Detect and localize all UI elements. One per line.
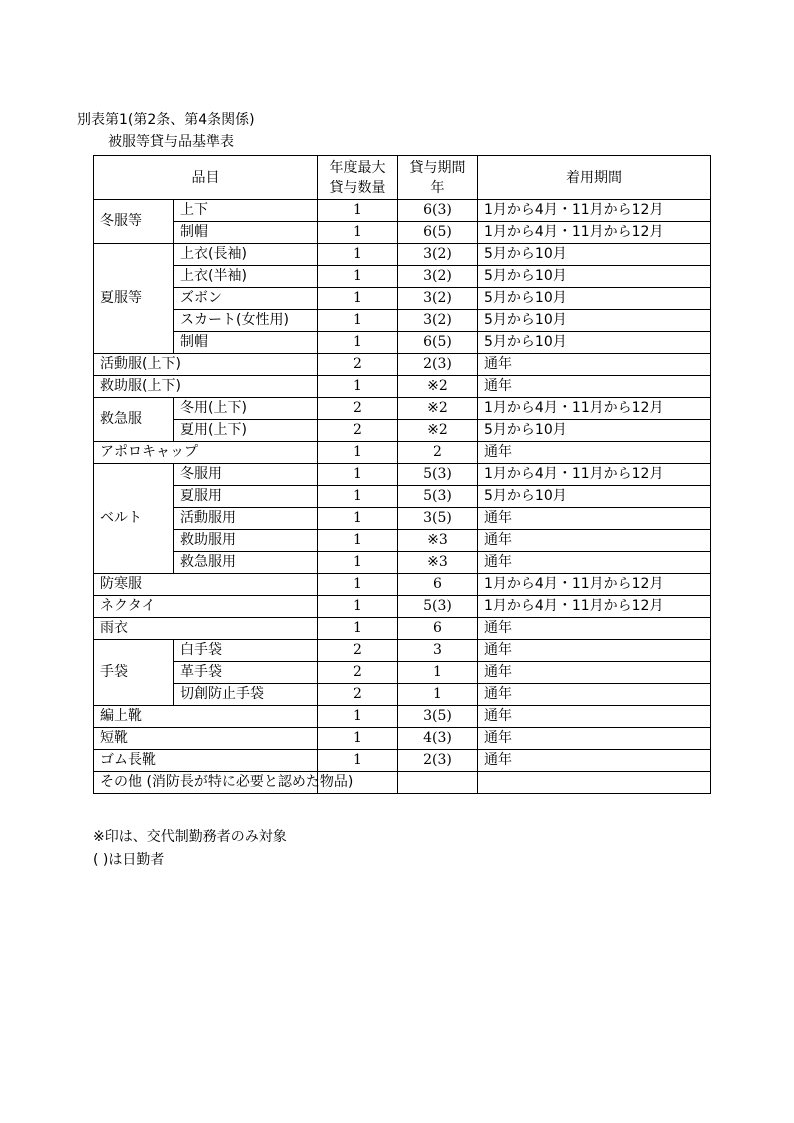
loan-period-cell xyxy=(398,772,478,794)
wear-period-cell: 5月から10月 xyxy=(478,310,711,332)
wear-period-cell: 1月から4月・11月から12月 xyxy=(478,596,711,618)
loan-period-cell: 2(3) xyxy=(398,354,478,376)
header-loan-period xyxy=(398,156,478,200)
table-row xyxy=(94,332,711,354)
category-cell: 手袋 xyxy=(94,640,174,706)
quantity-cell: 1 xyxy=(318,618,398,640)
subitem-cell: スカート(女性用) xyxy=(174,310,318,332)
wear-period-cell: 通年 xyxy=(478,728,711,750)
wear-period-cell: 1月から4月・11月から12月 xyxy=(478,200,711,222)
header-item: 品目 xyxy=(94,156,318,200)
loan-period-cell: 1 xyxy=(398,684,478,706)
table-row xyxy=(94,530,711,552)
loan-period-cell: 5(3) xyxy=(398,464,478,486)
wear-period-cell: 5月から10月 xyxy=(478,486,711,508)
table-row xyxy=(94,200,711,222)
subitem-cell: 救急服用 xyxy=(174,552,318,574)
note-asterisk: ※印は、交代制勤務者のみ対象 xyxy=(93,829,287,845)
loan-period-cell: 6(3) xyxy=(398,200,478,222)
quantity-cell: 1 xyxy=(318,552,398,574)
wear-period-cell: 通年 xyxy=(478,508,711,530)
table-row xyxy=(94,640,711,662)
loan-period-cell: ※2 xyxy=(398,420,478,442)
quantity-cell: 1 xyxy=(318,332,398,354)
wear-period-cell: 1月から4月・11月から12月 xyxy=(478,464,711,486)
table-row xyxy=(94,376,711,398)
subitem-cell: 制帽 xyxy=(174,332,318,354)
table-row xyxy=(94,420,711,442)
quantity-cell: 1 xyxy=(318,574,398,596)
quantity-cell: 1 xyxy=(318,530,398,552)
quantity-cell: 1 xyxy=(318,706,398,728)
wear-period-cell: 5月から10月 xyxy=(478,266,711,288)
category-cell: ベルト xyxy=(94,464,174,574)
loan-period-cell: 3 xyxy=(398,640,478,662)
subitem-cell: 夏服用 xyxy=(174,486,318,508)
quantity-cell: 2 xyxy=(318,398,398,420)
item-cell: アポロキャップ xyxy=(94,442,318,464)
table-row xyxy=(94,596,711,618)
wear-period-cell: 5月から10月 xyxy=(478,332,711,354)
item-cell: 活動服(上下) xyxy=(94,354,318,376)
quantity-cell: 1 xyxy=(318,728,398,750)
quantity-cell: 1 xyxy=(318,222,398,244)
table-row xyxy=(94,772,711,794)
table-row xyxy=(94,464,711,486)
wear-period-cell: 通年 xyxy=(478,442,711,464)
quantity-cell: 1 xyxy=(318,486,398,508)
item-cell: その他 (消防長が特に必要と認めた物品) xyxy=(94,772,318,794)
header-max-quantity-line2: 貸与数量 xyxy=(329,179,386,196)
table-row xyxy=(94,662,711,684)
item-cell: 短靴 xyxy=(94,728,318,750)
item-cell: ネクタイ xyxy=(94,596,318,618)
subitem-cell: 白手袋 xyxy=(174,640,318,662)
wear-period-cell: 1月から4月・11月から12月 xyxy=(478,574,711,596)
wear-period-cell: 1月から4月・11月から12月 xyxy=(478,222,711,244)
wear-period-cell: 通年 xyxy=(478,750,711,772)
quantity-cell: 1 xyxy=(318,750,398,772)
table-row xyxy=(94,354,711,376)
wear-period-cell: 通年 xyxy=(478,376,711,398)
category-cell: 夏服等 xyxy=(94,244,174,354)
subitem-cell: 活動服用 xyxy=(174,508,318,530)
wear-period-cell: 通年 xyxy=(478,684,711,706)
quantity-cell: 2 xyxy=(318,684,398,706)
wear-period-cell: 通年 xyxy=(478,640,711,662)
quantity-cell: 1 xyxy=(318,310,398,332)
header-loan-period-line2: 年 xyxy=(430,179,445,196)
loan-period-cell: 6 xyxy=(398,618,478,640)
table-row xyxy=(94,552,711,574)
table-row xyxy=(94,618,711,640)
wear-period-cell: 通年 xyxy=(478,354,711,376)
loan-period-cell: 5(3) xyxy=(398,486,478,508)
quantity-cell: 1 xyxy=(318,288,398,310)
table-row xyxy=(94,728,711,750)
quantity-cell: 1 xyxy=(318,464,398,486)
header-max-quantity-line1: 年度最大 xyxy=(329,159,386,176)
item-cell: 編上靴 xyxy=(94,706,318,728)
quantity-cell: 2 xyxy=(318,662,398,684)
loan-period-cell: ※2 xyxy=(398,376,478,398)
subitem-cell: ズボン xyxy=(174,288,318,310)
subitem-cell: 制帽 xyxy=(174,222,318,244)
subitem-cell: 救助服用 xyxy=(174,530,318,552)
table-row xyxy=(94,310,711,332)
table-row xyxy=(94,574,711,596)
table-row xyxy=(94,288,711,310)
quantity-cell: 1 xyxy=(318,596,398,618)
loan-period-cell: 3(2) xyxy=(398,288,478,310)
loan-period-cell: 6(5) xyxy=(398,332,478,354)
loan-period-cell: 6 xyxy=(398,574,478,596)
subitem-cell: 切創防止手袋 xyxy=(174,684,318,706)
table-row xyxy=(94,442,711,464)
wear-period-cell xyxy=(478,772,711,794)
quantity-cell: 1 xyxy=(318,442,398,464)
loan-period-cell: 3(2) xyxy=(398,244,478,266)
note-parentheses: ( )は日勤者 xyxy=(93,852,165,868)
loan-period-cell: 3(2) xyxy=(398,266,478,288)
quantity-cell: 1 xyxy=(318,200,398,222)
header-max-quantity xyxy=(318,156,398,200)
wear-period-cell: 通年 xyxy=(478,618,711,640)
table-row xyxy=(94,244,711,266)
subitem-cell: 冬服用 xyxy=(174,464,318,486)
loan-period-cell: 3(5) xyxy=(398,508,478,530)
uniform-standards-table xyxy=(93,155,711,794)
wear-period-cell: 5月から10月 xyxy=(478,420,711,442)
wear-period-cell: 5月から10月 xyxy=(478,288,711,310)
loan-period-cell: 6(5) xyxy=(398,222,478,244)
subitem-cell: 上衣(半袖) xyxy=(174,266,318,288)
subitem-cell: 上衣(長袖) xyxy=(174,244,318,266)
table-row xyxy=(94,750,711,772)
loan-period-cell: ※2 xyxy=(398,398,478,420)
table-row xyxy=(94,684,711,706)
table-row xyxy=(94,222,711,244)
subitem-cell: 夏用(上下) xyxy=(174,420,318,442)
header-wear-period: 着用期間 xyxy=(478,156,711,200)
item-cell: ゴム長靴 xyxy=(94,750,318,772)
table-row xyxy=(94,266,711,288)
item-cell: 雨衣 xyxy=(94,618,318,640)
loan-period-cell: 3(2) xyxy=(398,310,478,332)
quantity-cell: 1 xyxy=(318,266,398,288)
loan-period-cell: 2 xyxy=(398,442,478,464)
table-row xyxy=(94,486,711,508)
quantity-cell: 2 xyxy=(318,640,398,662)
loan-period-cell: 4(3) xyxy=(398,728,478,750)
table-title: 被服等貸与品基準表 xyxy=(108,134,234,150)
table-row xyxy=(94,508,711,530)
wear-period-cell: 通年 xyxy=(478,706,711,728)
loan-period-cell: 1 xyxy=(398,662,478,684)
category-cell: 冬服等 xyxy=(94,200,174,244)
subitem-cell: 上下 xyxy=(174,200,318,222)
wear-period-cell: 1月から4月・11月から12月 xyxy=(478,398,711,420)
table-row xyxy=(94,398,711,420)
quantity-cell: 2 xyxy=(318,420,398,442)
wear-period-cell: 通年 xyxy=(478,552,711,574)
category-cell: 救急服 xyxy=(94,398,174,442)
quantity-cell: 1 xyxy=(318,376,398,398)
quantity-cell: 1 xyxy=(318,244,398,266)
loan-period-cell: ※3 xyxy=(398,552,478,574)
quantity-cell: 2 xyxy=(318,354,398,376)
appendix-heading: 別表第1(第2条、第4条関係) xyxy=(77,112,255,128)
wear-period-cell: 通年 xyxy=(478,662,711,684)
quantity-cell: 1 xyxy=(318,508,398,530)
header-loan-period-line1: 貸与期間 xyxy=(409,159,466,176)
wear-period-cell: 通年 xyxy=(478,530,711,552)
wear-period-cell: 5月から10月 xyxy=(478,244,711,266)
subitem-cell: 革手袋 xyxy=(174,662,318,684)
item-cell: 救助服(上下) xyxy=(94,376,318,398)
loan-period-cell: 5(3) xyxy=(398,596,478,618)
loan-period-cell: 2(3) xyxy=(398,750,478,772)
table-row xyxy=(94,706,711,728)
item-cell: 防寒服 xyxy=(94,574,318,596)
loan-period-cell: 3(5) xyxy=(398,706,478,728)
table-header-row xyxy=(94,156,711,200)
loan-period-cell: ※3 xyxy=(398,530,478,552)
subitem-cell: 冬用(上下) xyxy=(174,398,318,420)
table-body xyxy=(94,200,711,794)
